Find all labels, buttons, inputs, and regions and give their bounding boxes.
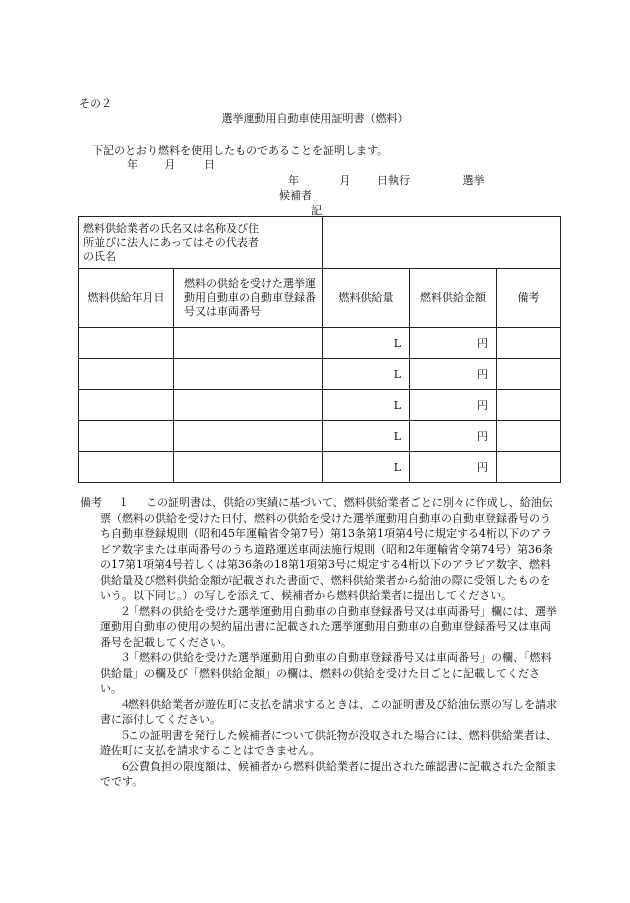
remarks-notes — [80, 495, 560, 790]
election-year-label: 年 — [288, 174, 299, 187]
vehicle-number-cell[interactable] — [174, 421, 323, 452]
ki-heading: 記 — [311, 204, 322, 217]
supplier-name-field[interactable] — [323, 217, 561, 269]
note-item — [80, 759, 560, 790]
table-row — [79, 390, 561, 421]
note-item — [80, 728, 560, 759]
header-remarks: 備考 — [497, 269, 561, 328]
yen-unit[interactable]: 円 — [410, 328, 497, 359]
header-supply-amount: 燃料供給量 — [323, 269, 410, 328]
document-title: 選挙運動用自動車使用証明書（燃料） — [221, 112, 409, 125]
note-text: この証明書を発行した候補者について供託物が没収された場合には、燃料供給業者は、遊佐町に支払を請求することはできません。 — [100, 728, 557, 757]
supply-date-cell[interactable] — [79, 359, 174, 390]
supply-date-cell[interactable] — [79, 452, 174, 483]
supply-date-cell[interactable] — [79, 328, 174, 359]
remarks-cell[interactable] — [497, 452, 561, 483]
remarks-cell[interactable] — [497, 359, 561, 390]
liter-unit[interactable]: L — [323, 452, 410, 483]
candidate-label: 候補者 — [279, 189, 312, 202]
supplier-name-label: 燃料供給業者の氏名又は名称及び住所並びに法人にあってはその代表者の氏名 — [79, 217, 323, 269]
note-item — [80, 604, 560, 651]
remarks-cell[interactable] — [497, 421, 561, 452]
liter-unit[interactable]: L — [323, 328, 410, 359]
header-supply-price: 燃料供給金額 — [410, 269, 497, 328]
header-supply-date: 燃料供給年月日 — [79, 269, 174, 328]
remarks-cell[interactable] — [497, 390, 561, 421]
note-number: ３ — [120, 651, 131, 664]
vehicle-number-cell[interactable] — [174, 390, 323, 421]
note-number: ４ — [120, 697, 131, 711]
note-item — [80, 650, 560, 697]
note-number: １ — [118, 496, 129, 509]
header-vehicle-number: 燃料の供給を受けた選挙運動用自動車の自動車登録番号又は車両番号 — [174, 269, 323, 328]
note-number: ６ — [120, 759, 131, 773]
liter-unit[interactable]: L — [323, 390, 410, 421]
note-text: 公費負担の限度額は、候補者から燃料供給業者に提出された確認書に記載された金額までです。 — [100, 759, 557, 788]
certification-statement: 下記のとおり燃料を使用したものであることを証明します。 — [92, 144, 389, 157]
issue-year-label: 年 — [127, 158, 138, 171]
vehicle-number-cell[interactable] — [174, 359, 323, 390]
liter-unit[interactable]: L — [323, 359, 410, 390]
table-row — [79, 452, 561, 483]
note-text: この証明書は、供給の実績に基づいて、燃料供給業者ごとに別々に作成し、給油伝票（燃料の供給を受けた日付、燃料の供給を受けた選挙運動用自動車の自動車登録番号のうち自動車登録規則（昭和45年運輸省令第7号）第13条第1項第4号に規定する4桁以下のアラビア数字または車両番号のうち道路運送車両法施行規則（昭和2年運輸省令第74号）第36条の17第1項第4号若しくは第36条の18第1項第3号に規定する4桁以下のアラビア数字、燃料供給量及び燃料供給金額が記載された書面で、燃料供給業者から給油の際に受領したものをいう。以下同じ。）の写しを添えて、候補者から燃料供給業者に提出してください。 — [100, 496, 553, 602]
yen-unit[interactable]: 円 — [410, 452, 497, 483]
note-item — [80, 697, 560, 728]
vehicle-number-cell[interactable] — [174, 452, 323, 483]
liter-unit[interactable]: L — [323, 421, 410, 452]
note-text: 「燃料の供給を受けた選挙運動用自動車の自動車登録番号又は車両番号」の欄、「燃料供給量」の欄及び「燃料供給金額」の欄は、燃料の供給を受けた日ごとに記載してください。 — [100, 651, 552, 695]
note-number: ２ — [120, 604, 131, 618]
election-date-line — [288, 172, 485, 188]
note-item — [80, 495, 560, 604]
table-row — [79, 421, 561, 452]
remarks-cell[interactable] — [497, 328, 561, 359]
yen-unit[interactable]: 円 — [410, 390, 497, 421]
fuel-usage-table — [78, 216, 561, 483]
table-row — [79, 328, 561, 359]
vehicle-number-cell[interactable] — [174, 328, 323, 359]
note-text: 燃料供給業者が遊佐町に支払を請求するときは、この証明書及び給油伝票の写しを請求書に添付してください。 — [100, 697, 557, 726]
election-day-execution-label: 日執行 — [377, 174, 410, 187]
table-row — [79, 359, 561, 390]
issue-month-label: 月 — [164, 158, 176, 171]
yen-unit[interactable]: 円 — [410, 421, 497, 452]
issue-date-line — [127, 156, 215, 172]
election-label: 選挙 — [462, 174, 485, 187]
supply-date-cell[interactable] — [79, 421, 174, 452]
supply-date-cell[interactable] — [79, 390, 174, 421]
note-text: 「燃料の供給を受けた選挙運動用自動車の自動車登録番号又は車両番号」欄には、選挙運動用自動車の使用の契約届出書に記載された選挙運動用自動車の自動車登録番号又は車両番号を記載してください。 — [100, 604, 557, 649]
issue-day-label: 日 — [204, 158, 215, 171]
yen-unit[interactable]: 円 — [410, 359, 497, 390]
election-month-label: 月 — [339, 174, 351, 187]
form-number-label: その２ — [79, 97, 112, 110]
note-number: ５ — [120, 728, 131, 742]
notes-heading: 備考 — [80, 496, 102, 509]
